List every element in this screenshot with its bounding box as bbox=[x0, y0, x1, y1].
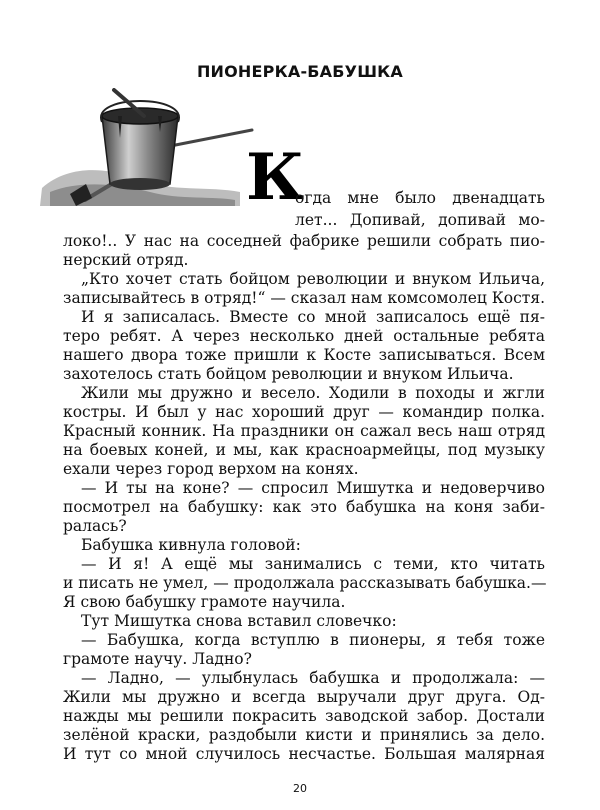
text-line-24: — Бабушка, когда вступлю в пионеры, я тебя тоже bbox=[81, 631, 545, 649]
text-line-29: зелёной краски, раздобыли кисти и принялись за дело. bbox=[63, 726, 545, 744]
text-line-9: нашего двора тоже пришли к Косте записываться. Всем bbox=[63, 346, 545, 364]
page-number: 20 bbox=[293, 782, 307, 795]
drop-cap-letter: К bbox=[246, 140, 305, 215]
text-line-4: нерский отряд. bbox=[63, 251, 189, 269]
text-line-3: локо!.. У нас на соседней фабрике решили собрать пио- bbox=[63, 232, 545, 250]
text-line-11: Жили мы дружно и весело. Ходили в походы и жгли bbox=[81, 384, 545, 402]
text-line-10: захотелось стать бойцом революции и внуком Ильича. bbox=[63, 365, 514, 383]
text-line-2: лет... Допивай, допивай мо- bbox=[295, 211, 545, 229]
text-line-17: посмотрел на бабушку: как это бабушка на коня заби- bbox=[63, 498, 545, 516]
page-title: ПИОНЕРКА-БАБУШКА bbox=[196, 62, 404, 81]
text-line-28: нажды мы решили покрасить заводской забор. Достали bbox=[63, 707, 545, 725]
text-line-27: Жили мы дружно и всегда выручали друг друга. Од- bbox=[63, 688, 545, 706]
text-line-6: записывайтесь в отряд!“ — сказал нам комсомолец Костя. bbox=[63, 289, 546, 307]
text-line-14: на боевых коней, и мы, как красноармейцы, под музыку bbox=[63, 441, 545, 459]
text-line-21: и писать не умел, — продолжала рассказывать бабушка.— bbox=[63, 574, 547, 592]
paint-bucket-illustration bbox=[40, 88, 255, 208]
text-line-26: — Ладно, — улыбнулась бабушка и продолжала: — bbox=[81, 669, 545, 687]
text-line-5: „Кто хочет стать бойцом революции и внуком Ильича, bbox=[81, 270, 545, 288]
text-line-12: костры. И был у нас хороший друг — командир полка. bbox=[63, 403, 545, 421]
text-line-16: — И ты на коне? — спросил Мишутка и недоверчиво bbox=[81, 479, 545, 497]
text-line-7: И я записалась. Вместе со мной записалось ещё пя- bbox=[81, 308, 545, 326]
text-line-23: Тут Мишутка снова вставил словечко: bbox=[81, 612, 397, 630]
text-line-25: грамоте научу. Ладно? bbox=[63, 650, 252, 668]
text-line-8: теро ребят. А через несколько дней остальные ребята bbox=[63, 327, 545, 345]
text-line-18: ралась? bbox=[63, 517, 127, 535]
text-line-19: Бабушка кивнула головой: bbox=[81, 536, 301, 554]
text-line-20: — И я! А ещё мы занимались с теми, кто читать bbox=[81, 555, 545, 573]
text-line-1: огда мне было двенадцать bbox=[295, 189, 545, 207]
text-line-13: Красный конник. На праздники он сажал весь наш отряд bbox=[63, 422, 545, 440]
text-line-15: ехали через город верхом на конях. bbox=[63, 460, 359, 478]
text-line-30: И тут со мной случилось несчастье. Большая малярная bbox=[63, 745, 545, 763]
text-line-22: Я свою бабушку грамоте научила. bbox=[63, 593, 346, 611]
